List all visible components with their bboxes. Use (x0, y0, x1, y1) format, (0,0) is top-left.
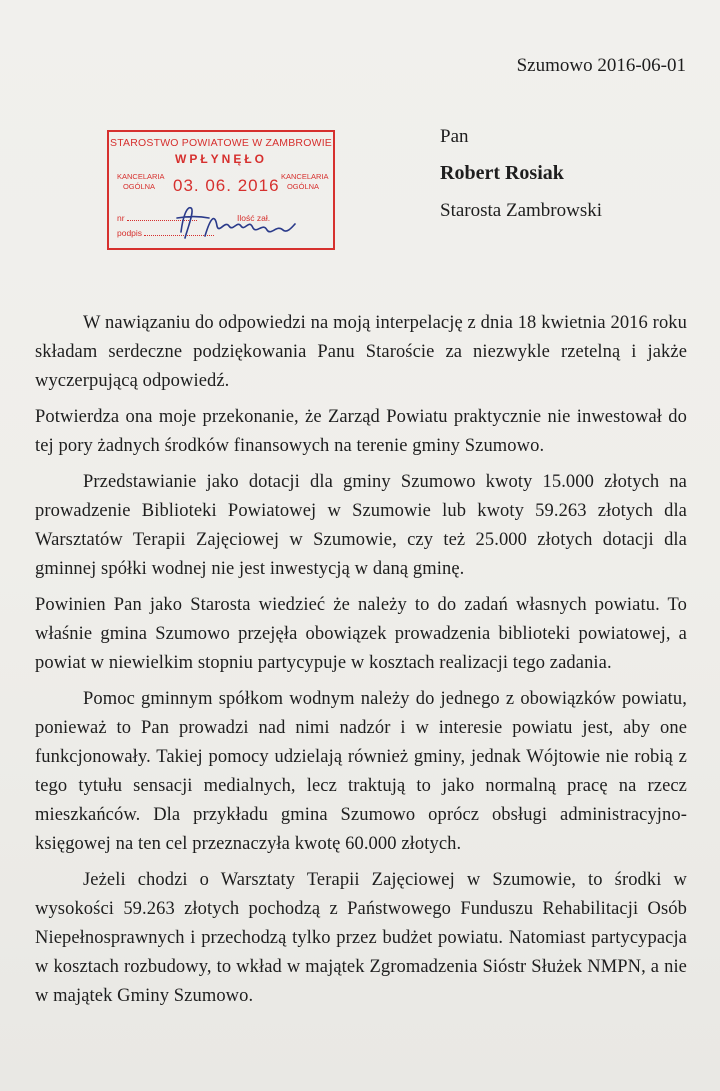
stamp-left-label: KANCELARIA OGÓLNA (117, 172, 165, 191)
stamp-zal-label: Ilość zał. (237, 213, 271, 223)
paragraph-2: Potwierdza ona moje przekonanie, że Zarząd Powiatu praktycznie nie inwestował do tej pory żadnych środków finansowych na terenie gminy Szumowo. (35, 407, 687, 456)
paragraph-6: Jeżeli chodzi o Warsztaty Terapii Zajęciowej w Szumowie, to środki w wysokości 59.263 złotych pochodzą z Państwowego Funduszu Rehabilitacji Osób Niepełnosprawnych i przechodzą tylko przez budżet powiatu. Natomiast partycypacja w kosztach rozbudowy, to wkład w majątek Zgromadzenia Sióstr Służek NMPN, a nie w majątek Gminy Szumowo. (35, 870, 687, 1006)
paragraph-4: Powinien Pan jako Starosta wiedzieć że należy to do zadań własnych powiatu. To właśnie gmina Szumowo przejęła obowiązek prowadzenia biblioteki powiatowej, a powiat w niewielkim stopniu partycypuje w kosztach realizacji tego zadania. (35, 595, 687, 673)
stamp-nr-label: nr (117, 213, 125, 223)
stamp-podpis-label: podpis (117, 228, 143, 238)
paragraph-3: Przedstawianie jako dotacji dla gminy Szumowo kwoty 15.000 złotych na prowadzenie Biblioteki Powiatowej w Szumowie lub kwoty 59.263 złotych dla Warsztatów Terapii Zajęciowej w Szumowie, czy też 25.000 złotych dotacji dla gminnej spółki wodnej nie jest inwestycją w daną gminę. (35, 472, 687, 579)
stamp-received: WPŁYNĘŁO (175, 152, 267, 166)
place-date: Szumowo 2016-06-01 (516, 55, 686, 76)
recipient-position: Starosta Zambrowski (440, 200, 603, 221)
stamp-right-label: KANCELARIA OGÓLNA (281, 172, 329, 191)
stamp-office: STAROSTWO POWIATOWE W ZAMBROWIE (109, 137, 333, 149)
letter-body (35, 309, 687, 1018)
recipient-name: Robert Rosiak (440, 162, 564, 184)
received-stamp (107, 130, 335, 250)
stamp-date: 03. 06. 2016 (173, 176, 280, 195)
handwritten-signature-icon (169, 196, 299, 246)
paragraph-1: W nawiązaniu do odpowiedzi na moją interpelację z dnia 18 kwietnia 2016 roku składam serdeczne podziękowania Panu Staroście za niezwykle rzetelną i jakże wyczerpującą odpowiedź. (35, 313, 687, 391)
paragraph-5: Pomoc gminnym spółkom wodnym należy do jednego z obowiązków powiatu, ponieważ to Pan prowadzi nad nimi nadzór i w interesie powiatu jest, aby one funkcjonowały. Takiej pomocy udzielają również gminy, jednak Wójtowie nie robią z tego tytułu sensacji medialnych, lecz traktują to jako normalną pracę na rzecz mieszkańców. Dla przykładu gmina Szumowo oprócz obsługi administracyjno-księgowej na ten cel przeznaczyła kwotę 60.000 złotych. (35, 689, 687, 854)
recipient-salutation: Pan (440, 126, 469, 147)
